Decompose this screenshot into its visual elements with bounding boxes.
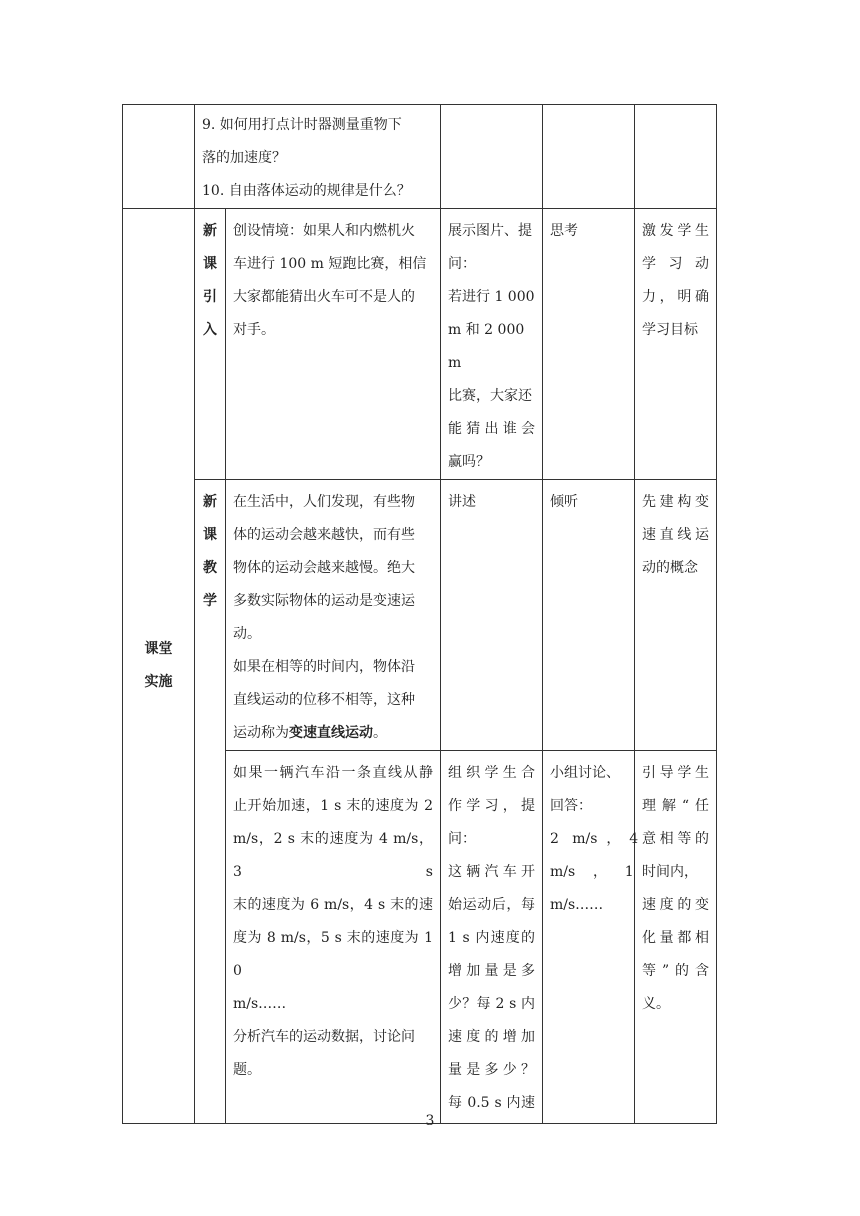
content-line: 对手。 (233, 322, 275, 338)
teacher-line: 展示图片、提 (448, 223, 532, 239)
question-line: 10. 自由落体运动的规律是什么？ (202, 183, 411, 199)
teacher-line: 始运动后，每 (448, 897, 535, 913)
student-cell-empty (543, 105, 635, 209)
row-intro (123, 209, 717, 480)
student-line: m/s…… (550, 897, 604, 913)
question-line: 落的加速度？ (202, 150, 286, 166)
intent-line: 引导学生 (642, 765, 709, 781)
phase-char: 课 (203, 527, 217, 543)
teacher-line: 作学习，提 (448, 798, 535, 814)
intent-line: 速度的变 (642, 897, 709, 913)
teacher-line: 能猜出谁会 (448, 421, 535, 437)
content-line: 体的运动会越来越快，而有些 (233, 527, 415, 543)
intro-teacher-cell (441, 209, 543, 480)
content-line: 度为 8 m/s，5 s 末的速度为 10 (233, 930, 433, 979)
intent-line: 动的概念 (642, 560, 698, 576)
teacher-line: 少？每 2 s 内 (448, 996, 535, 1012)
intent-line: 时间内， (642, 864, 698, 880)
row-teaching (123, 480, 717, 751)
intent-line: 等”的含 (642, 963, 709, 979)
phase-char: 教 (203, 560, 217, 576)
definition-suffix: 。 (373, 725, 387, 741)
teacher-line: 问： (448, 256, 476, 272)
phase-char: 学 (203, 593, 217, 609)
teaching-teacher-cell (441, 480, 543, 751)
content-line: 止开始加速，1 s 末的速度为 2 (233, 798, 433, 814)
intent-line: 学习目标 (642, 322, 698, 338)
teacher-line: 增加量是多 (448, 963, 535, 979)
intent-line: 意相等的 (642, 831, 709, 847)
intro-intent-cell (635, 209, 717, 480)
student-line: 2 m/s ， 4 (550, 831, 639, 847)
content-line: m/s，2 s 末的速度为 4 m/s，3 s (233, 831, 433, 880)
question-line: 9. 如何用打点计时器测量重物下 (202, 117, 402, 133)
row-questions (123, 105, 717, 209)
student-line: 小组讨论、 (550, 765, 620, 781)
teacher-line: 讲述 (448, 494, 476, 510)
teacher-line: 速度的增加 (448, 1029, 535, 1045)
teacher-line: 这辆汽车开 (448, 864, 535, 880)
teacher-line: 赢吗？ (448, 454, 490, 470)
intro-student-cell (543, 209, 635, 480)
phase-teaching-cell (195, 480, 226, 1124)
definition-prefix: 运动称为 (233, 725, 289, 741)
page-number: 3 (425, 1113, 435, 1129)
lesson-plan-table (122, 104, 717, 1124)
definition-term: 变速直线运动 (289, 725, 373, 741)
phase-char: 新 (203, 223, 217, 239)
student-line: 思考 (550, 223, 578, 239)
intent-line: 化量都相 (642, 930, 709, 946)
content-line-definition (233, 717, 433, 750)
car-content-cell (226, 751, 441, 1124)
intent-line: 理解“任 (642, 798, 709, 814)
teacher-line: 比赛，大家还 (448, 388, 532, 404)
stage-label-cell (123, 209, 195, 1124)
teaching-content-cell (226, 480, 441, 751)
student-line: m/s ， 1 (550, 864, 634, 880)
content-line: 直线运动的位移不相等，这种 (233, 692, 415, 708)
content-line: 大家都能猜出火车可不是人的 (233, 289, 415, 305)
student-line: 倾听 (550, 494, 578, 510)
questions-cell (195, 105, 441, 209)
car-intent-cell (635, 751, 717, 1124)
teacher-cell-empty (441, 105, 543, 209)
content-line: m/s…… (233, 996, 287, 1012)
intent-cell-empty (635, 105, 717, 209)
intent-line: 激发学生 (642, 223, 709, 239)
intent-line: 力，明确 (642, 289, 709, 305)
teaching-student-cell (543, 480, 635, 751)
intent-line: 学习动 (642, 256, 709, 272)
phase-char: 新 (203, 494, 217, 510)
content-line: 在生活中，人们发现，有些物 (233, 494, 415, 510)
content-line: 如果一辆汽车沿一条直线从静 (233, 765, 433, 781)
content-line: 车进行 100 m 短跑比赛，相信 (233, 256, 427, 272)
content-line: 多数实际物体的运动是变速运 (233, 593, 415, 609)
teacher-line: 量是多少？ (448, 1062, 535, 1078)
teaching-intent-cell (635, 480, 717, 751)
stage-label-line: 实施 (144, 674, 173, 690)
intent-line: 先建构变 (642, 494, 709, 510)
content-line: 如果在相等的时间内，物体沿 (233, 659, 415, 675)
phase-char: 课 (203, 256, 217, 272)
teacher-line: 问： (448, 831, 476, 847)
teacher-line: 每 0.5 s 内速 (448, 1095, 535, 1111)
car-teacher-cell (441, 751, 543, 1124)
stage-label-line: 课堂 (144, 641, 173, 657)
content-line: 物体的运动会越来越慢。绝大 (233, 560, 415, 576)
car-student-cell (543, 751, 639, 1124)
phase-char: 入 (203, 322, 217, 338)
teacher-line: 组织学生合 (448, 765, 535, 781)
teacher-line: 1 s 内速度的 (448, 930, 535, 946)
phase-intro-cell (195, 209, 226, 480)
content-line: 题。 (233, 1062, 261, 1078)
teacher-line: m 和 2 000 m (448, 322, 525, 371)
phase-char: 引 (203, 289, 217, 305)
content-line: 分析汽车的运动数据，讨论问 (233, 1029, 415, 1045)
teacher-line: 若进行 1 000 (448, 289, 535, 305)
content-line: 动。 (233, 626, 261, 642)
stage-cell-empty (123, 105, 195, 209)
content-line: 末的速度为 6 m/s，4 s 末的速 (233, 897, 433, 913)
intro-content-cell (226, 209, 441, 480)
intent-line: 速直线运 (642, 527, 709, 543)
student-line: 回答： (550, 798, 592, 814)
intent-line: 义。 (642, 996, 670, 1012)
content-line: 创设情境：如果人和内燃机火 (233, 223, 415, 239)
